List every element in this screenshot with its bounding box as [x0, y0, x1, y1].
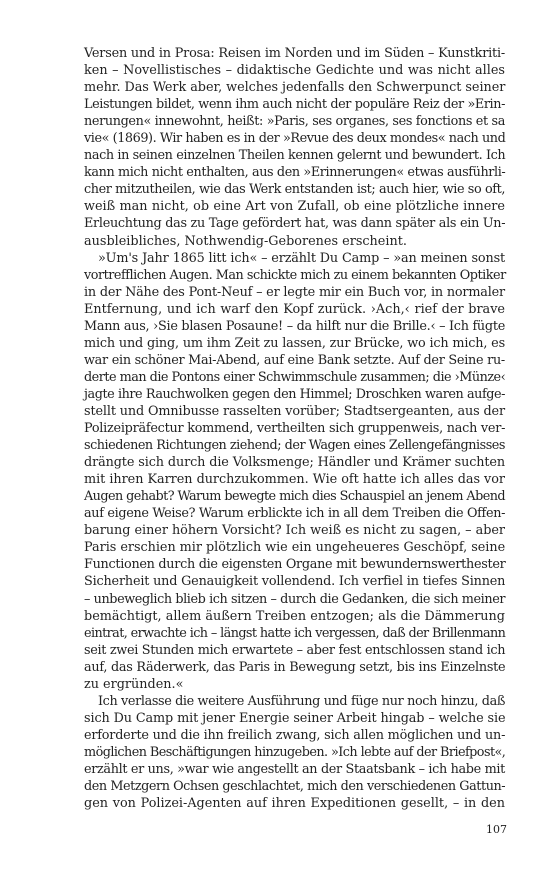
text-line: Polizeipräfectur kommend, vertheilten sich gruppenweis, nach ver- — [84, 421, 506, 437]
text-line: ausbleibliches, Nothwendig-Geborenes erscheint. — [84, 233, 407, 249]
text-line: Leistungen bildet, wenn ihm auch nicht der populäre Reiz der »Erin- — [84, 97, 505, 113]
text-line: möglichen Beschäftigungen hinzugeben. »Ich lebte auf der Briefpost«, — [84, 744, 506, 760]
text-line: derte man die Pontons einer Schwimmschule zusammen; die ›Münze‹ — [84, 369, 506, 385]
text-line: mehr. Das Werk aber, welches jedenfalls den Schwerpunct seiner — [84, 80, 506, 96]
text-line: nerungen« innewohnt, heißt: »Paris, ses organes, ses fonctions et sa — [84, 114, 505, 130]
text-line: Sicherheit und Genauigkeit vollendend. Ich verfiel in tiefes Sinnen — [84, 574, 506, 590]
text-line: bemächtigt, allem äußern Treiben entzogen; als die Dämmerung — [84, 608, 505, 624]
page-number: 107 — [486, 823, 507, 836]
text-line: mit ihren Karren durchzukommen. Wie oft hatte ich alles das vor — [84, 472, 505, 488]
text-line: vortrefflichen Augen. Man schickte mich zu einem bekannten Optiker — [84, 267, 506, 283]
text-line: sich Du Camp mit jener Energie seiner Arbeit hingab – welche sie — [84, 710, 506, 726]
text-line: seit zwei Stunden mich erwartete – aber fest entschlossen stand ich — [84, 642, 506, 658]
text-line: barung einer höhern Vorsicht? Ich weiß es nicht zu sagen, – aber — [84, 523, 505, 539]
text-line: Versen und in Prosa: Reisen im Norden und im Süden – Kunstkriti- — [84, 46, 506, 61]
text-line: Functionen durch die eigensten Organe mit bewundernswerthester — [84, 557, 506, 573]
text-line: den Metzgern Ochsen geschlachtet, mich den verschiedenen Gattun- — [84, 779, 506, 795]
text-line: drängte sich durch die Volksmenge; Händler und Krämer suchten — [84, 455, 505, 471]
text-line: vie« (1869). Wir haben es in der »Revue des deux mondes« nach und — [84, 131, 506, 147]
text-line: Entfernung, und ich warf den Kopf zurück. ›Ach,‹ rief der brave — [84, 301, 505, 317]
text-line: – unbeweglich blieb ich sitzen – durch die Gedanken, die sich meiner — [84, 591, 506, 607]
text-line: gen von Polizei-Agenten auf ihren Expeditionen gesellt, – in den — [84, 796, 505, 812]
text-line: auf eigene Weise? Warum erblickte ich in all dem Treiben die Offen- — [84, 506, 506, 522]
text-line: schiedenen Richtungen ziehend; der Wagen eines Zellengefängnisses — [84, 438, 505, 454]
text-line: in der Nähe des Pont-Neuf – er legte mir ein Buch vor, in normaler — [84, 284, 505, 300]
text-line: war ein schöner Mai-Abend, auf eine Bank setzte. Auf der Seine ru- — [84, 352, 505, 368]
text-line: Mann aus, ›Sie blasen Posaune! – da hilft nur die Brille.‹ – Ich fügte — [84, 318, 505, 334]
text-line: zu ergründen.« — [84, 676, 184, 692]
text-line: erforderte und die ihn freilich zwang, sich allen möglichen und un- — [84, 727, 506, 743]
text-line: auf, das Räderwerk, das Paris in Bewegung setzt, bis ins Einzelnste — [84, 659, 506, 675]
text-line: stellt und Omnibusse rasselten vorüber; Stadtsergeanten, aus der — [84, 403, 505, 419]
text-line: ken – Novellistisches – didaktische Gedichte und was nicht alles — [84, 63, 505, 79]
text-line: Erleuchtung das zu Tage gefördert hat, was dann später als ein Un- — [84, 216, 506, 232]
text-line: cher mitzutheilen, wie das Werk entstanden ist; auch hier, wie so oft, — [84, 182, 505, 198]
text-line: weiß man nicht, ob eine Art von Zufall, ob eine plötzliche innere — [84, 199, 505, 215]
text-line: mich und ging, um ihm Zeit zu lassen, zur Brücke, wo ich mich, es — [84, 335, 505, 351]
text-line: Ich verlasse die weitere Ausführung und füge nur noch hinzu, daß — [98, 693, 505, 709]
text-line: eintrat, erwachte ich – längst hatte ich vergessen, daß der Brillenmann — [84, 625, 506, 641]
text-line: erzählt er uns, »war wie angestellt an der Staatsbank – ich habe mit — [84, 761, 505, 777]
text-line: Augen gehabt? Warum bewegte mich dies Schauspiel an jenem Abend — [84, 489, 505, 505]
body-text — [84, 45, 505, 812]
text-line: »Um's Jahr 1865 litt ich« – erzählt Du Camp – »an meinen sonst — [98, 250, 505, 266]
text-line: nach in seinen einzelnen Theilen kennen gelernt und bewundert. Ich — [84, 148, 506, 164]
text-line: jagte ihre Rauchwolken gegen den Himmel; Droschken waren aufge- — [84, 386, 505, 402]
text-line: kann mich nicht enthalten, aus den »Erinnerungen« etwas ausführli- — [84, 165, 506, 181]
text-line: Paris erschien mir plötzlich wie ein ungeheueres Geschöpf, seine — [84, 540, 506, 556]
